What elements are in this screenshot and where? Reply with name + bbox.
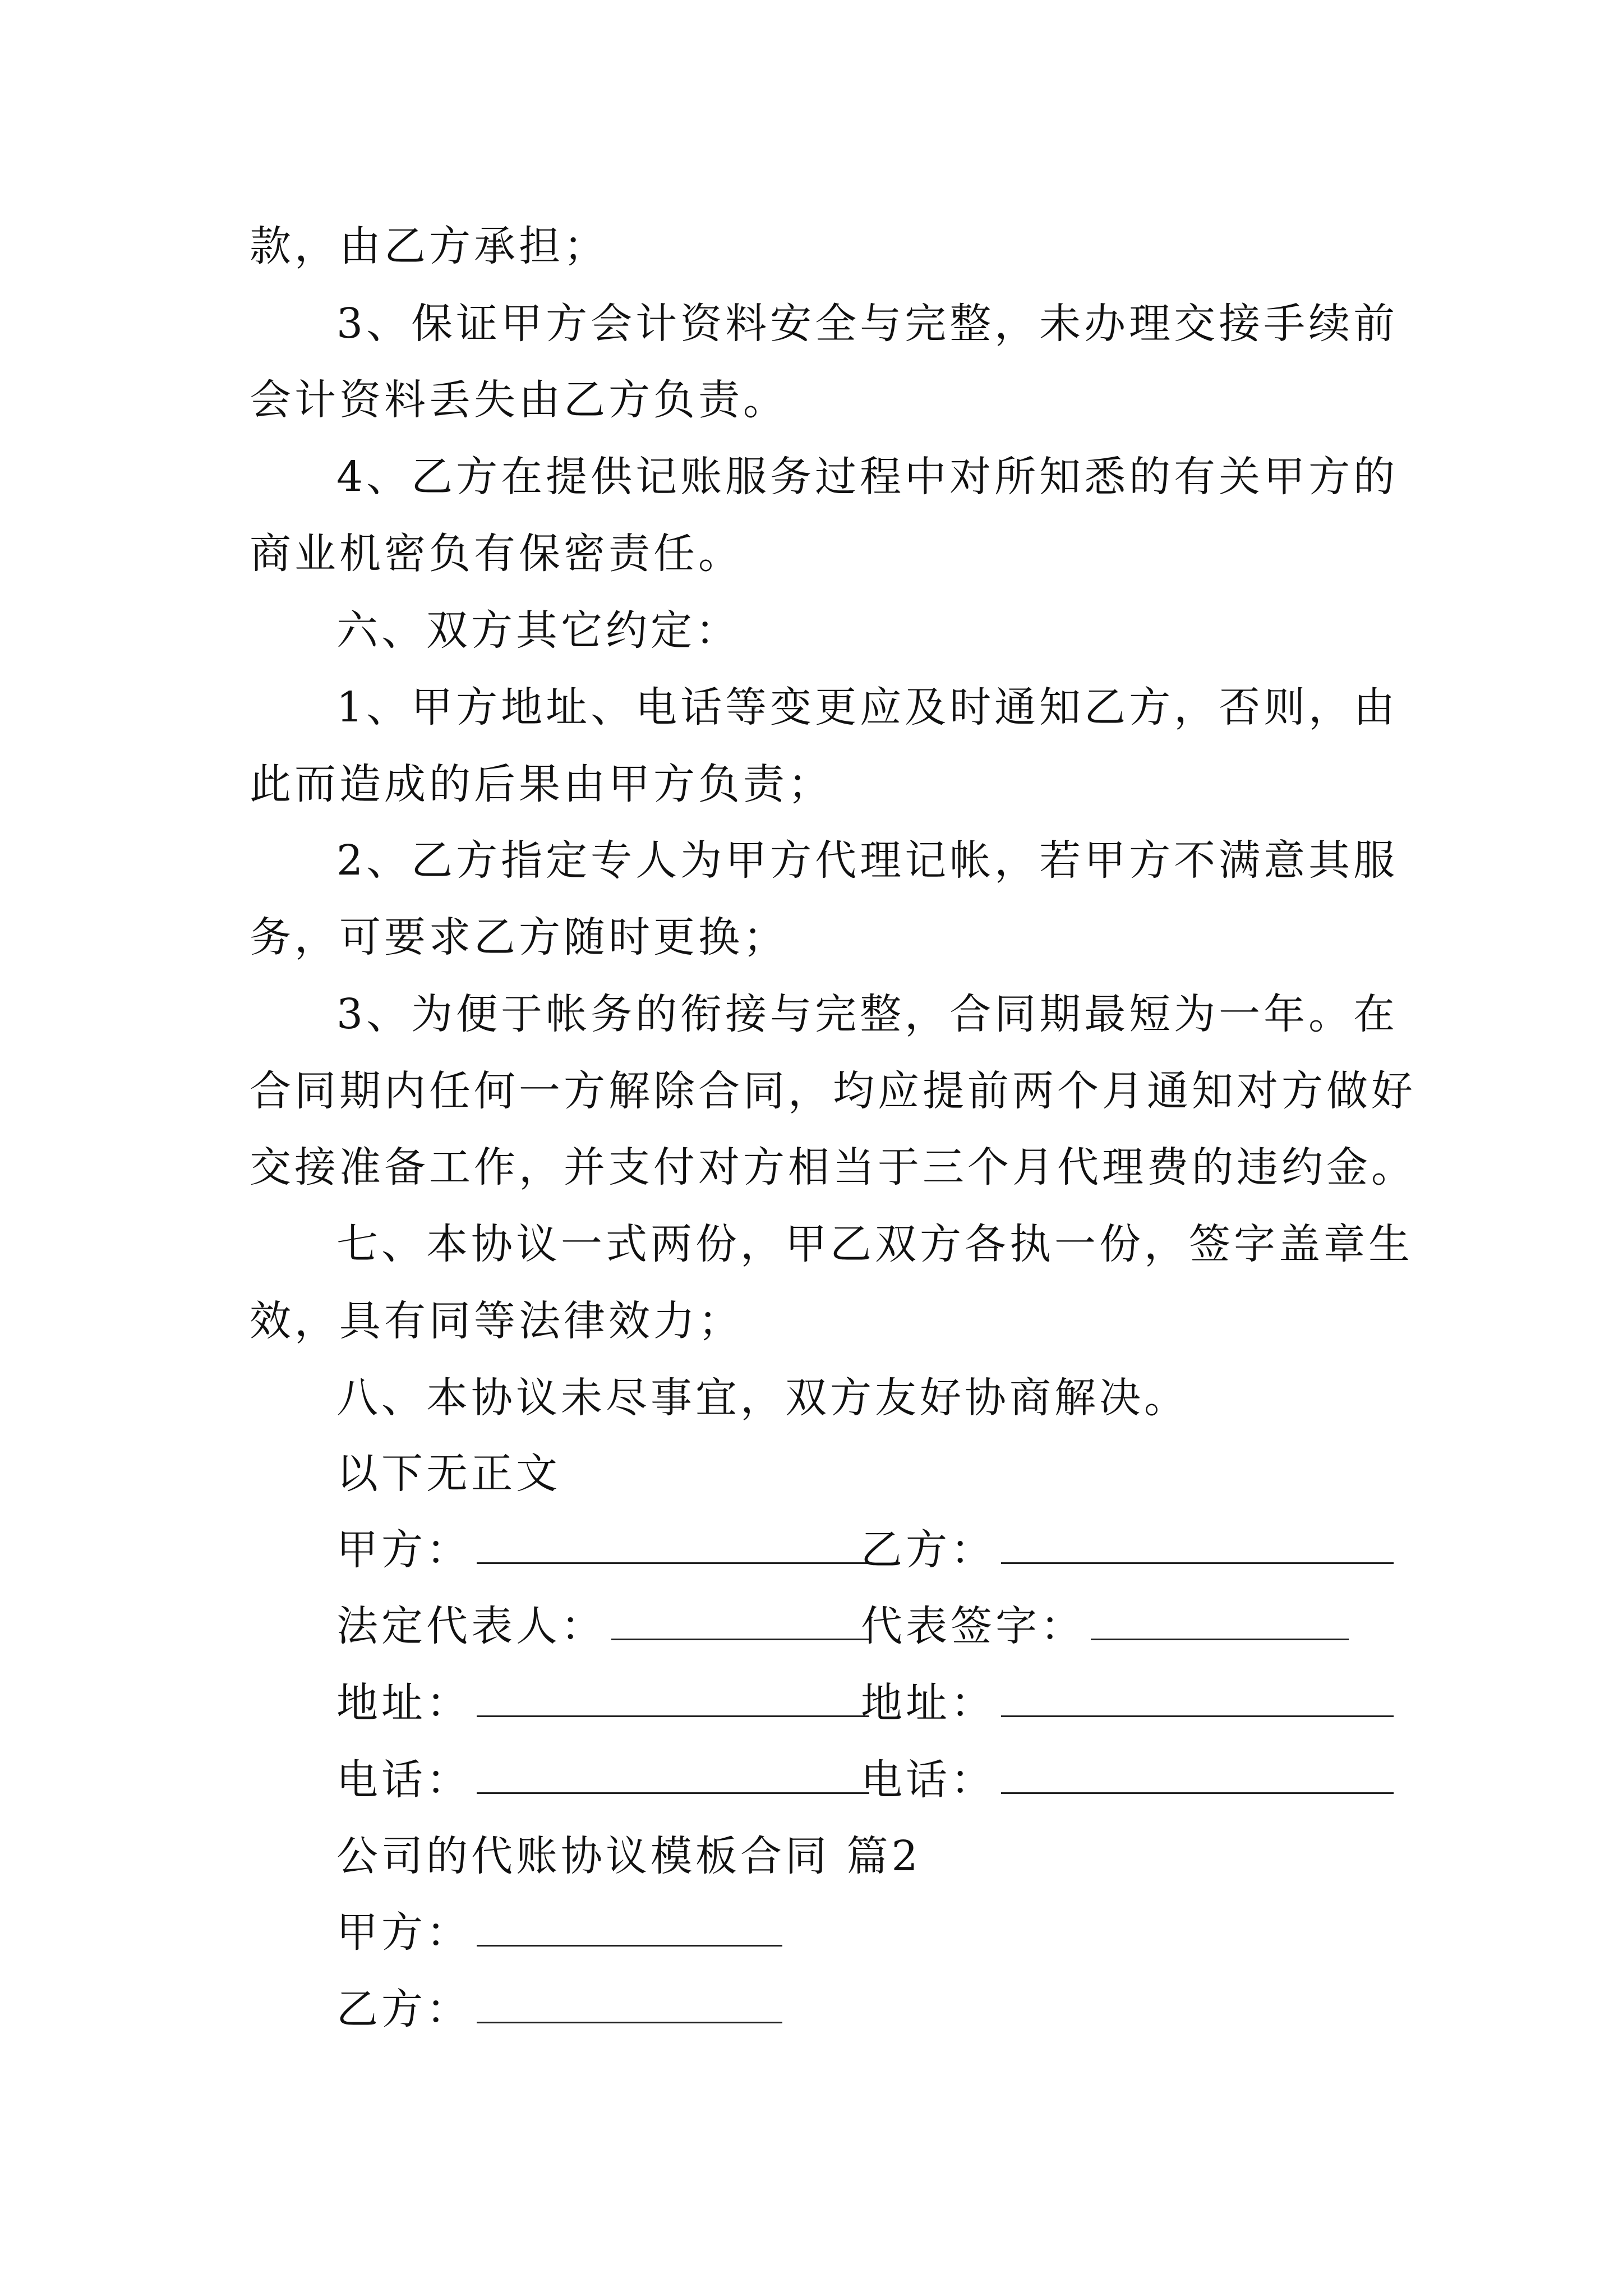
address-a-blank[interactable] <box>477 1715 869 1717</box>
contract-title: 公司的代账协议模板合同 篇2 <box>336 1832 921 1880</box>
paragraph-line: 3、保证甲方会计资料安全与完整，未办理交接手续前 <box>336 300 1399 348</box>
paragraph-line: 款，由乙方承担； <box>250 222 608 270</box>
phone-b-label: 电话： <box>861 1756 995 1804</box>
paragraph-line: 合同期内任何一方解除合同，均应提前两个月通知对方做好 <box>250 1067 1416 1115</box>
paragraph-line: 3、为便于帐务的衔接与完整，合同期最短为一年。在 <box>336 990 1399 1038</box>
party-a-row <box>336 1526 875 1574</box>
legal-rep-blank[interactable] <box>611 1639 869 1640</box>
party-b-label: 乙方： <box>861 1526 995 1574</box>
party-a-label: 甲方： <box>336 1526 471 1574</box>
rep-sign-row <box>861 1602 1354 1650</box>
address-b-blank[interactable] <box>1001 1715 1394 1717</box>
paragraph-line: 七、本协议一式两份，甲乙双方各执一份，签字盖章生 <box>336 1220 1413 1268</box>
next-party-a-blank[interactable] <box>477 1945 782 1947</box>
paragraph-line: 1、甲方地址、电话等变更应及时通知乙方，否则，由 <box>336 683 1399 731</box>
next-party-a-label: 甲方： <box>336 1908 471 1957</box>
legal-rep-row <box>336 1602 875 1650</box>
paragraph-line: 2、乙方指定专人为甲方代理记帐，若甲方不满意其服 <box>336 836 1399 885</box>
address-b-row <box>861 1679 1399 1727</box>
paragraph-line: 务，可要求乙方随时更换； <box>250 913 788 961</box>
next-party-b-row <box>336 1985 788 2033</box>
phone-b-row <box>861 1756 1399 1804</box>
paragraph-line: 会计资料丢失由乙方负责。 <box>250 376 788 424</box>
rep-sign-label: 代表签字： <box>861 1602 1085 1650</box>
party-b-blank[interactable] <box>1001 1562 1394 1564</box>
paragraph-line: 此而造成的后果由甲方负责； <box>250 760 833 808</box>
next-party-a-row <box>336 1908 788 1957</box>
section-heading: 六、双方其它约定： <box>336 606 740 655</box>
next-party-b-label: 乙方： <box>336 1985 471 2033</box>
party-a-blank[interactable] <box>477 1562 869 1564</box>
paragraph-line: 商业机密负有保密责任。 <box>250 530 743 578</box>
phone-b-blank[interactable] <box>1001 1792 1394 1794</box>
address-b-label: 地址： <box>861 1679 995 1727</box>
address-a-label: 地址： <box>336 1679 471 1727</box>
party-b-row <box>861 1526 1399 1574</box>
address-a-row <box>336 1679 875 1727</box>
no-text-below-note: 以下无正文 <box>336 1450 561 1498</box>
phone-a-label: 电话： <box>336 1756 471 1804</box>
paragraph-line: 4、乙方在提供记账服务过程中对所知悉的有关甲方的 <box>336 453 1399 501</box>
paragraph-line: 效，具有同等法律效力； <box>250 1297 743 1345</box>
phone-a-row <box>336 1756 875 1804</box>
rep-sign-blank[interactable] <box>1091 1639 1349 1640</box>
paragraph-line: 八、本协议未尽事宜，双方友好协商解决。 <box>336 1374 1189 1422</box>
paragraph-line: 交接准备工作，并支付对方相当于三个月代理费的违约金。 <box>250 1143 1416 1191</box>
next-party-b-blank[interactable] <box>477 2022 782 2023</box>
phone-a-blank[interactable] <box>477 1792 869 1794</box>
legal-rep-label: 法定代表人： <box>336 1602 606 1650</box>
